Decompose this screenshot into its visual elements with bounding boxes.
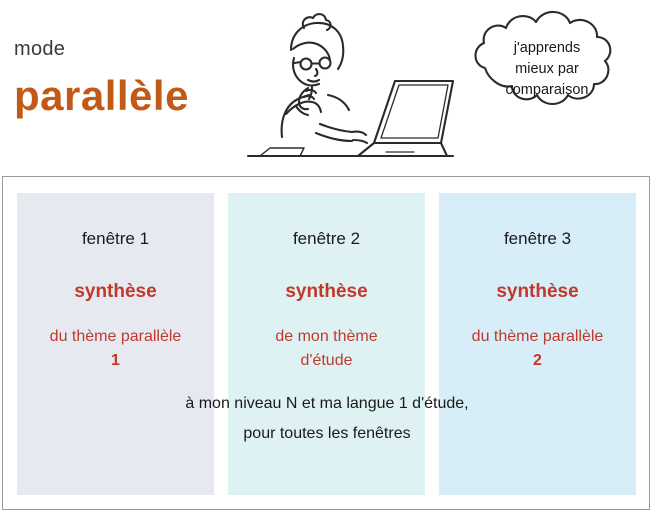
window-2-synthesis-label: synthèse bbox=[285, 281, 368, 302]
thought-bubble bbox=[447, 10, 647, 125]
panel-footer-line-2: pour toutes les fenêtres bbox=[243, 425, 411, 443]
thought-bubble-line-1: j'apprends bbox=[513, 40, 581, 56]
window-1-header: fenêtre 1 bbox=[81, 229, 150, 248]
mode-title: parallèle bbox=[14, 72, 189, 119]
window-3-subtitle-line-2: 2 bbox=[533, 352, 542, 369]
window-3-subtitle bbox=[439, 325, 636, 373]
thought-bubble-text bbox=[447, 38, 647, 101]
window-1-subtitle-line-2: 1 bbox=[111, 352, 120, 369]
panel-footer-line-1: à mon niveau N et ma langue 1 d'étude, bbox=[185, 395, 469, 412]
window-3-header: fenêtre 3 bbox=[503, 229, 572, 248]
window-2-subtitle-line-2: d'étude bbox=[300, 352, 353, 369]
parallel-mode-panel bbox=[2, 176, 650, 510]
window-2-subtitle-line-1: de mon thème bbox=[275, 328, 378, 345]
thought-bubble-line-2: mieux par bbox=[515, 61, 579, 78]
panel-footer-note bbox=[17, 389, 637, 450]
header bbox=[0, 0, 657, 172]
thought-bubble-line-3: comparaison bbox=[505, 82, 589, 99]
mode-label: mode bbox=[14, 38, 66, 60]
window-3-synthesis-label: synthèse bbox=[496, 281, 579, 302]
window-3-subtitle-line-1: du thème parallèle bbox=[471, 328, 604, 345]
window-1-subtitle-line-1: du thème parallèle bbox=[49, 328, 182, 345]
window-1-subtitle bbox=[17, 325, 214, 373]
person-with-laptop-illustration bbox=[208, 6, 458, 172]
window-1-synthesis-label: synthèse bbox=[74, 281, 157, 302]
window-2-subtitle bbox=[228, 325, 425, 373]
window-2-header: fenêtre 2 bbox=[292, 229, 361, 248]
